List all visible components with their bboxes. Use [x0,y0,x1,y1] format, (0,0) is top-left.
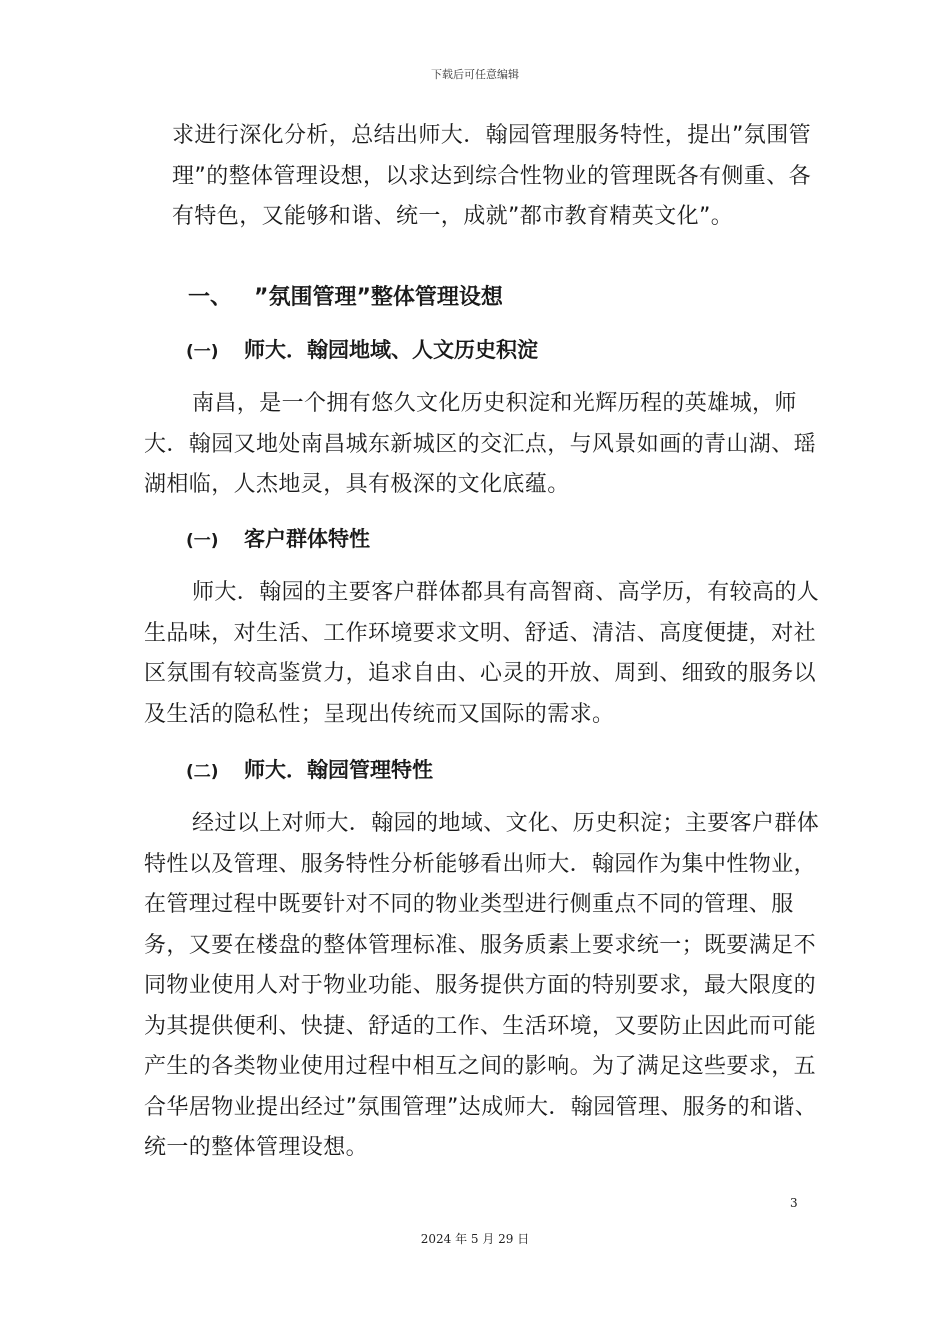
subsection-heading-title: 师大．翰园管理特性 [244,758,433,782]
section-heading-1-title: ”氛围管理”整体管理设想 [254,285,503,310]
section-heading-1 [188,278,503,318]
subsection-heading-number: (二) [186,762,219,782]
subsection-heading-number: (一) [186,342,219,362]
subsection-heading-title: 师大．翰园地域、人文历史积淀 [244,338,538,362]
paragraph-customer-traits: 师大．翰园的主要客户群体都具有高智商、高学历，有较高的人生品味，对生活、工作环境要求文明、舒适、清洁、高度便捷，对社区氛围有较高鉴赏力，追求自由、心灵的开放、周到、细致的服务以及生活的隐私性；呈现出传统而又国际的需求。 [144,580,820,727]
paragraph-intro-continuation: 求进行深化分析，总结出师大．翰园管理服务特性，提出”氛围管理”的整体管理设想，以求达到综合性物业的管理既各有侧重、各有特色，又能够和谐、统一，成就”都市教育精英文化”。 [172,123,811,229]
paragraph-region-history: 南昌，是一个拥有悠久文化历史积淀和光辉历程的英雄城，师大．翰园又地处南昌城东新城区的交汇点，与风景如画的青山湖、瑶湖相临，人杰地灵，具有极深的文化底蕴。 [144,391,817,497]
subsection-heading-region-history [186,330,538,372]
paragraph-management-traits: 经过以上对师大．翰园的地域、文化、历史积淀；主要客户群体特性以及管理、服务特性分析能够看出师大．翰园作为集中性物业，在管理过程中既要针对不同的物业类型进行侧重点不同的管理、服务，又要在楼盘的整体管理标准、服务质素上要求统一；既要满足不同物业使用人对于物业功能、服务提供方面的特别要求，最大限度的为其提供便利、快捷、舒适的工作、生活环境，又要防止因此而可能产生的各类物业使用过程中相互之间的影响。为了满足这些要求，五合华居物业提出经过”氛围管理”达成师大．翰园管理、服务的和谐、统一的整体管理设想。 [144,811,820,1160]
subsection-heading-management-traits [186,750,433,792]
subsection-heading-customer-traits [186,519,370,561]
page-number: 3 [790,1196,798,1210]
page-footer-date: 2024 年 5 月 29 日 [420,1232,530,1246]
page-header: 下载后可任意编辑 [431,68,519,81]
section-heading-1-number: 一、 [188,285,233,310]
subsection-heading-number: (一) [186,531,219,551]
subsection-heading-title: 客户群体特性 [244,527,370,551]
